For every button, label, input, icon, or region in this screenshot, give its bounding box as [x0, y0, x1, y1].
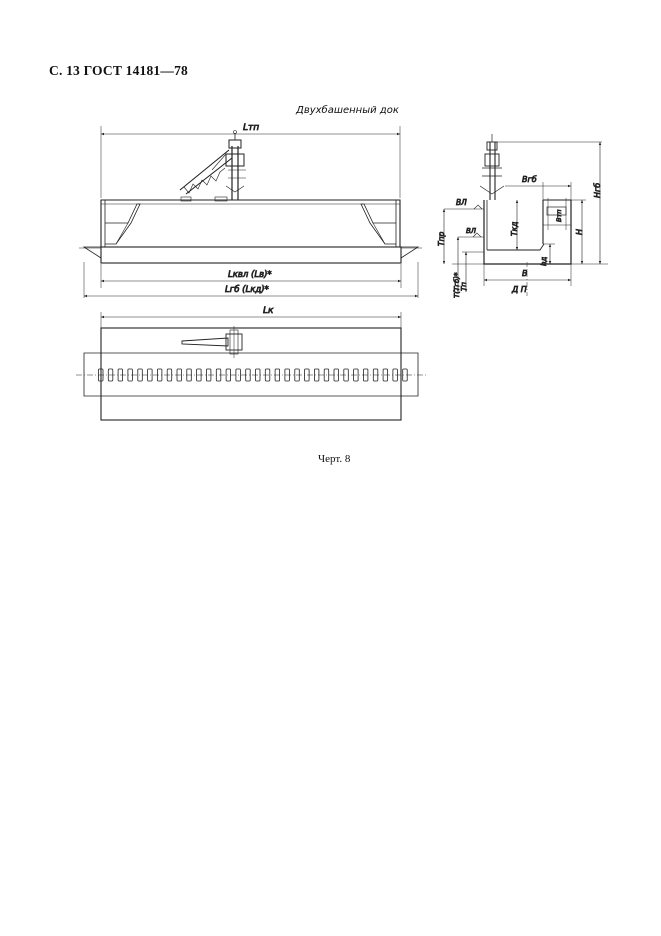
- plan-view: [76, 312, 426, 420]
- label-t-pr: Тпр: [437, 231, 446, 246]
- label-t-kd: Ткд: [510, 221, 519, 236]
- crane-elevation: [180, 131, 246, 201]
- label-h: Н: [575, 228, 584, 235]
- label-b-gb: Вгб: [522, 175, 537, 184]
- label-vl-main: ВЛ: [456, 198, 467, 207]
- label-vl-small: ВЛ: [466, 227, 477, 235]
- label-h-gb: Нгб: [593, 182, 602, 198]
- label-l-kvl: Lквл (Lв)*: [228, 270, 272, 280]
- crane-section: [480, 134, 504, 200]
- label-b-tp: Втп: [555, 209, 563, 222]
- label-l-tp: Lтп: [243, 123, 260, 133]
- label-dp: Д П: [512, 285, 527, 294]
- label-l-gb: Lгб (Lкд)*: [225, 285, 269, 295]
- plan-opening: [226, 369, 231, 381]
- label-l-k: Lк: [263, 306, 274, 316]
- label-b: В: [522, 269, 528, 278]
- plan-opening: [138, 369, 143, 381]
- label-t-p: Тп: [460, 282, 468, 291]
- figure-title: Двухбашенный док: [296, 105, 399, 116]
- page-header: С. 13 ГОСТ 14181—78: [49, 63, 188, 78]
- plan-opening: [148, 369, 153, 381]
- figure-caption: Черт. 8: [318, 453, 351, 465]
- label-t-tgb: Т(Тгб)*: [453, 272, 461, 298]
- label-h-d: hд: [540, 256, 548, 266]
